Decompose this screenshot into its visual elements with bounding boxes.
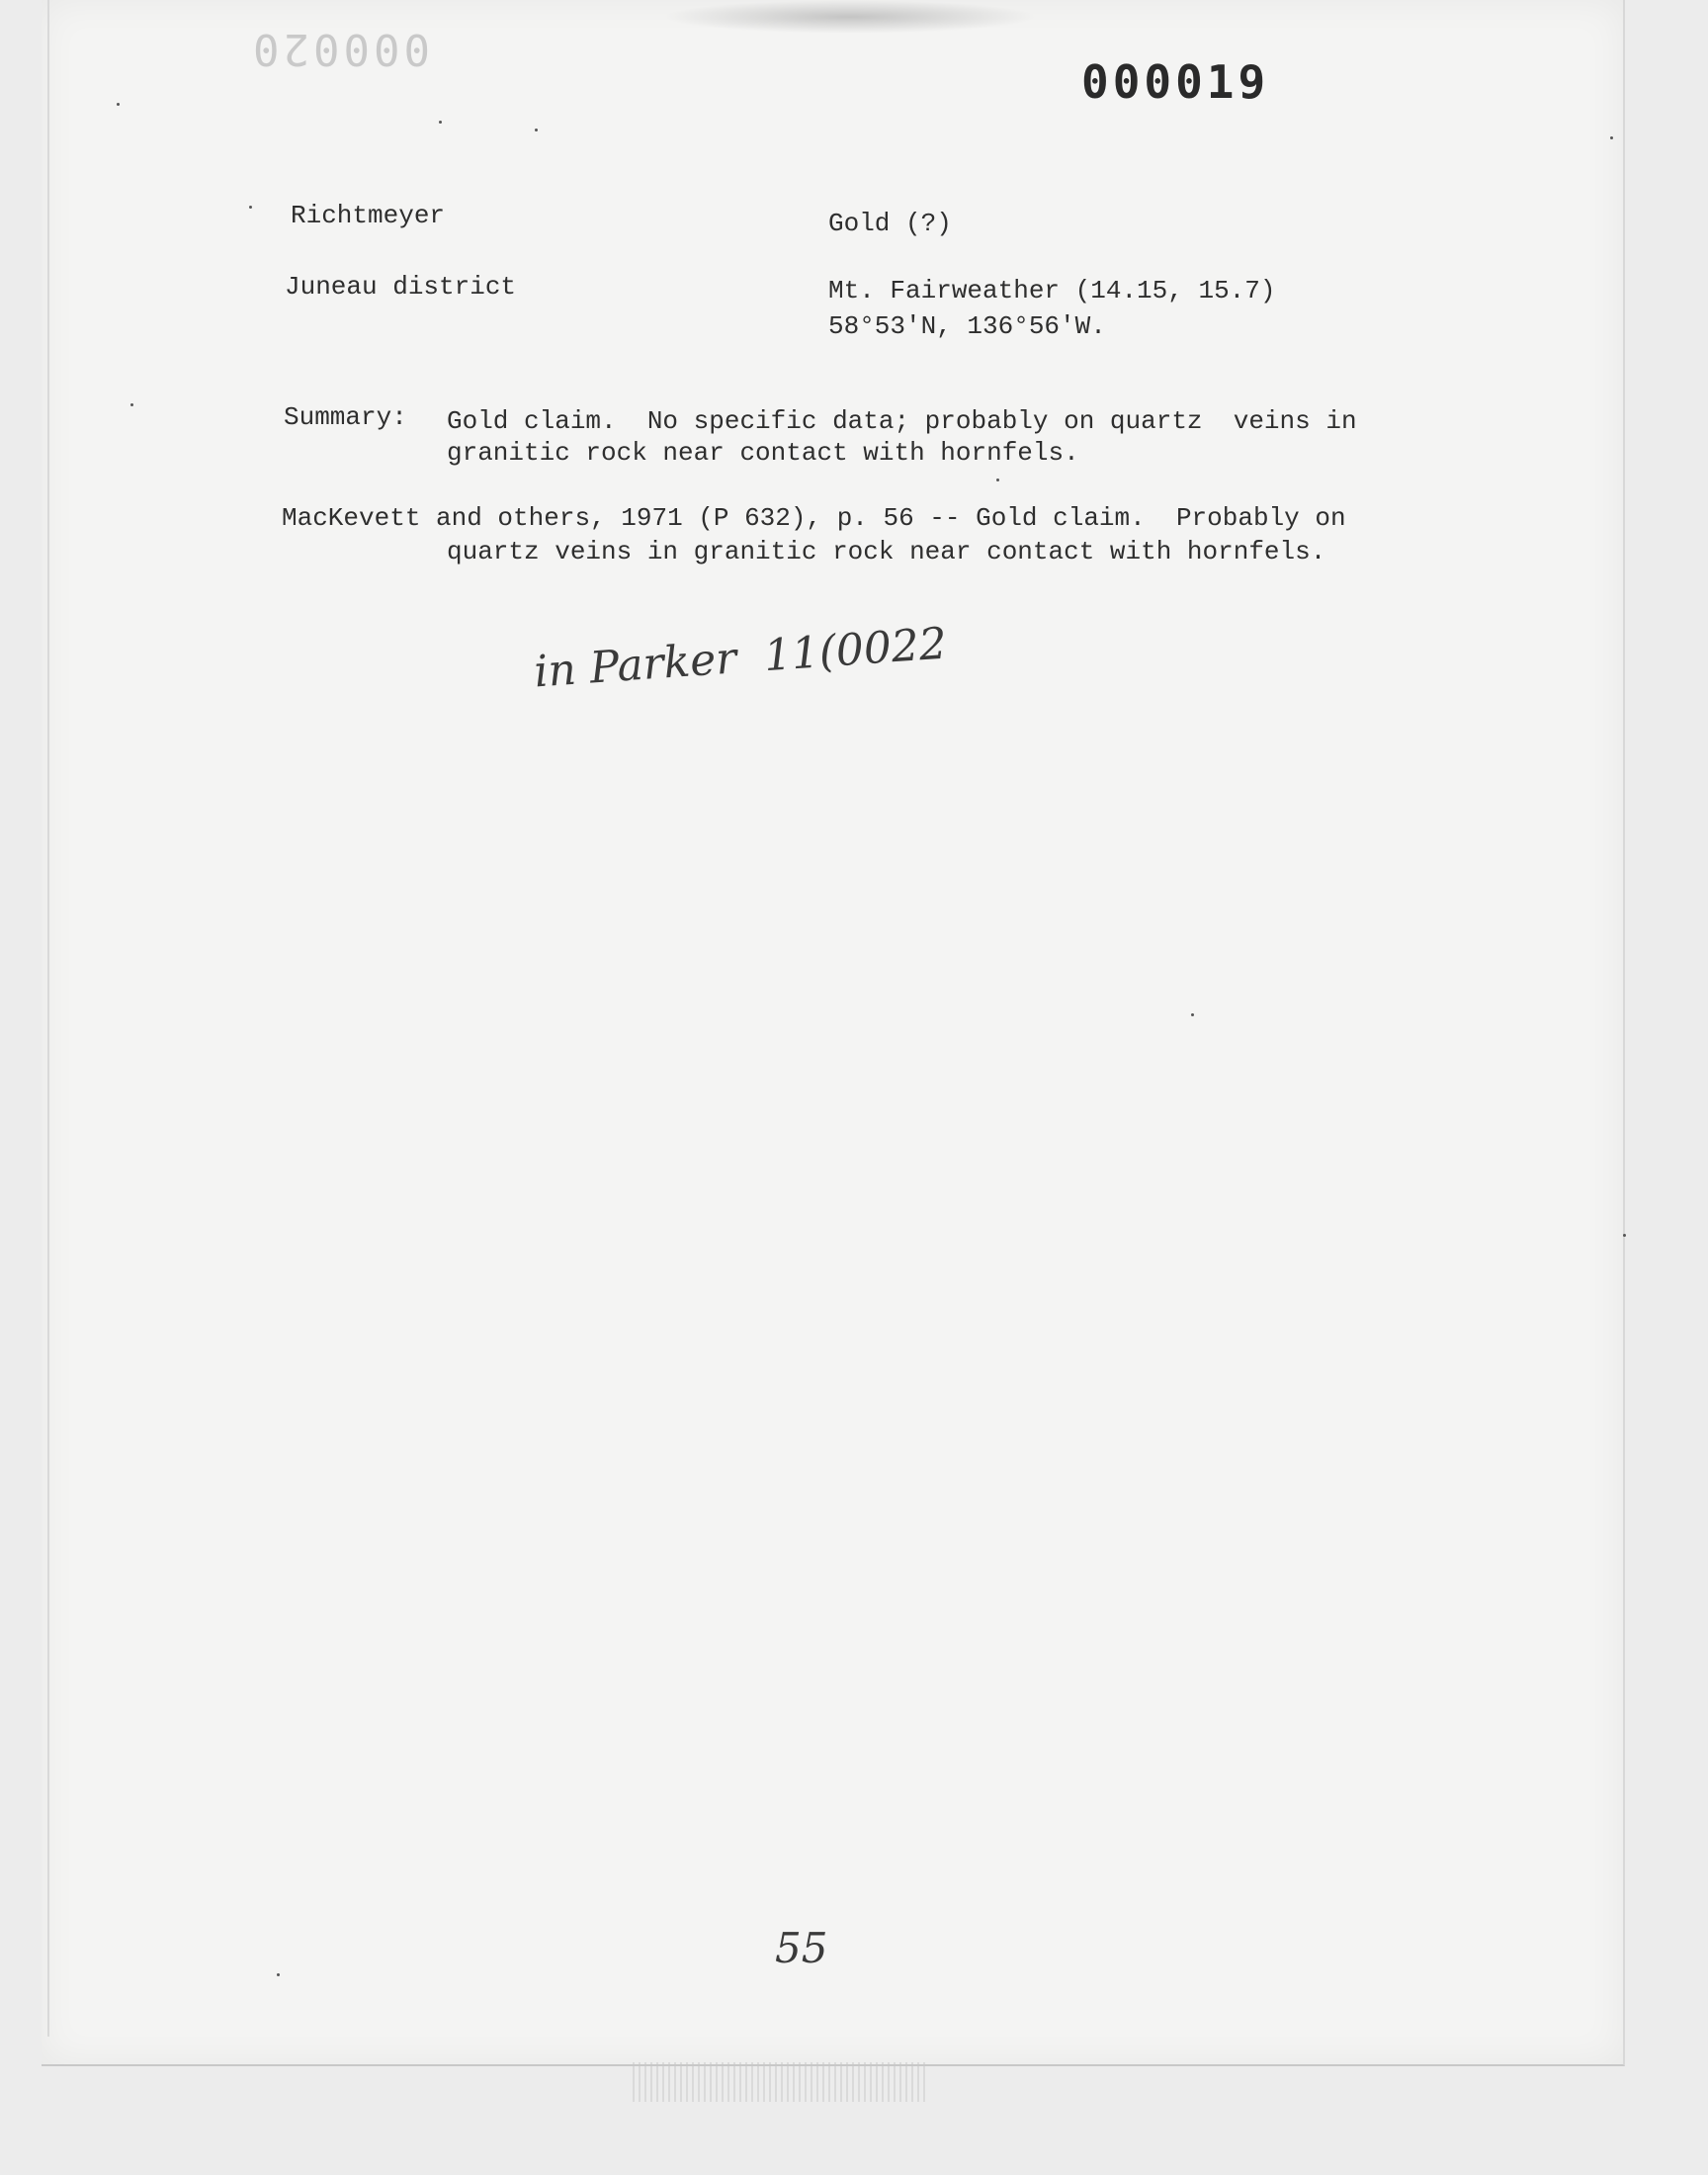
page-stamp-number: 000019	[1081, 55, 1270, 109]
faded-stamp-number: 000020	[249, 24, 430, 74]
quadrangle: Mt. Fairweather (14.15, 15.7)	[828, 276, 1276, 305]
reference-line-2: quartz veins in granitic rock near contact with hornfels.	[447, 537, 1326, 566]
scan-speck	[1610, 136, 1613, 139]
handwritten-page-number: 55	[775, 1924, 828, 1972]
scan-smudge	[662, 0, 1038, 34]
scan-speck	[249, 206, 252, 209]
summary-label: Summary:	[284, 402, 407, 432]
district: Juneau district	[285, 272, 517, 302]
coordinates: 58°53'N, 136°56'W.	[828, 311, 1106, 341]
scan-speck	[439, 121, 442, 124]
scan-speck	[117, 103, 120, 106]
reference-line-1: MacKevett and others, 1971 (P 632), p. 56 -- Gold claim. Probably on	[282, 503, 1346, 533]
page-edge	[47, 0, 49, 2037]
scan-speck	[277, 1973, 280, 1976]
scan-speck	[130, 403, 133, 406]
scan-speck	[996, 478, 999, 481]
handwritten-note: in Parker 11(0022	[532, 618, 949, 698]
scan-speck	[1623, 1234, 1626, 1237]
summary-text-line-2: granitic rock near contact with hornfels.	[447, 438, 1079, 468]
commodity: Gold (?)	[828, 209, 952, 238]
scan-speck	[1191, 1013, 1194, 1016]
scan-artifact	[633, 2062, 929, 2102]
summary-text-line-1: Gold claim. No specific data; probably on quartz veins in	[447, 406, 1357, 436]
scan-speck	[535, 129, 538, 131]
property-name: Richtmeyer	[291, 201, 446, 230]
